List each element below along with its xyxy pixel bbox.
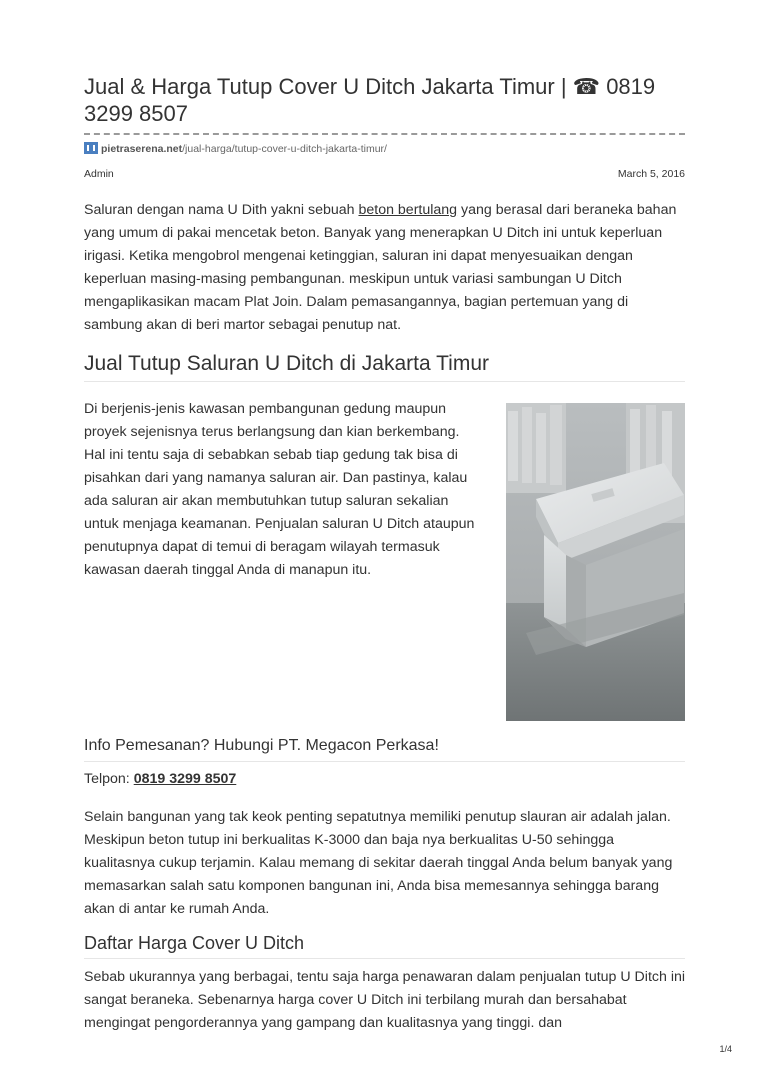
section2-paragraph: Selain bangunan yang tak keok penting sepatutnya memiliki penutup slauran air adalah jalan. Meskipun beton tutup ini berkualitas K-3000 dan baja nya berkualitas U-50 sehingga kualitasnya cukup terjamin. Kalau memang di sekitar daerah tinggal Anda belum banyak yang memasarkan salah satu komponen bangunan ini, Anda bisa memesannya sehingga barang akan di antar ke rumah Anda. <box>84 809 673 917</box>
phone-label: Telpon: <box>84 771 134 787</box>
article-meta <box>84 167 685 181</box>
intro-paragraph <box>84 199 685 337</box>
section-heading-jual: Jual Tutup Saluran U Ditch di Jakarta Timur <box>84 349 685 382</box>
author-name: Admin <box>84 168 114 180</box>
page-number: 1/4 <box>719 1044 732 1054</box>
source-path: /jual-harga/tutup-cover-u-ditch-jakarta-timur/ <box>182 143 387 155</box>
page-title: Jual & Harga Tutup Cover U Ditch Jakarta Timur | ☎ 0819 3299 8507 <box>84 74 656 126</box>
site-favicon-icon <box>84 142 98 154</box>
section-heading-daftar-harga: Daftar Harga Cover U Ditch <box>84 930 685 959</box>
info-heading: Info Pemesanan? Hubungi PT. Megacon Perkasa! <box>84 735 685 762</box>
beton-bertulang-link[interactable]: beton bertulang <box>358 202 458 218</box>
intro-text-after: yang berasal dari beraneka bahan yang umum di pakai mencetak beton. Banyak yang menerapkan U Ditch ini untuk keperluan irigasi. Ketika mengobrol mengenai ketinggian, saluran ini dapat menyesuaikan dengan keperluan masing-masing pembangunan. meskipun untuk variasi sambungan U Ditch mengaplikasikan macam Plat Join. Dalam pemasangannya, bagian pertemuan yang di sambung akan di beri martor sebagai penutup nat. <box>84 202 677 333</box>
publish-date: March 5, 2016 <box>617 168 685 180</box>
source-url[interactable] <box>84 142 387 156</box>
intro-text-before: Saluran dengan nama U Dith yakni sebuah <box>84 202 359 218</box>
section1-paragraph: Di berjenis-jenis kawasan pembangunan gedung maupun proyek sejenisnya terus berlangsung dan kian berkembang. Hal ini tentu saja di sebabkan sebab tiap gedung tak bisa di pisahkan dari yang namanya saluran air. Dan pastinya, kalau ada saluran air akan membutuhkan tutup saluran sekalian untuk menjaga keamanan. Penjualan saluran U Ditch ataupun penutupnya dapat di temui di beragam wilayah termasuk kawasan daerah tinggal Anda di manapun itu. <box>84 401 475 578</box>
section3-paragraph: Sebab ukurannya yang berbagai, tentu saja harga penawaran dalam penjualan tutup U Ditch ini sangat beraneka. Sebenarnya harga cover U Ditch ini terbilang murah dan bersahabat mengingat pengorderannya yang gampang dan kualitasnya yang tinggi. dan <box>84 969 686 1031</box>
u-ditch-photo <box>506 403 685 721</box>
phone-line <box>84 768 685 791</box>
phone-link[interactable]: 0819 3299 8507 <box>133 771 237 787</box>
source-domain: pietraserena.net <box>101 143 183 155</box>
title-divider <box>84 133 685 135</box>
